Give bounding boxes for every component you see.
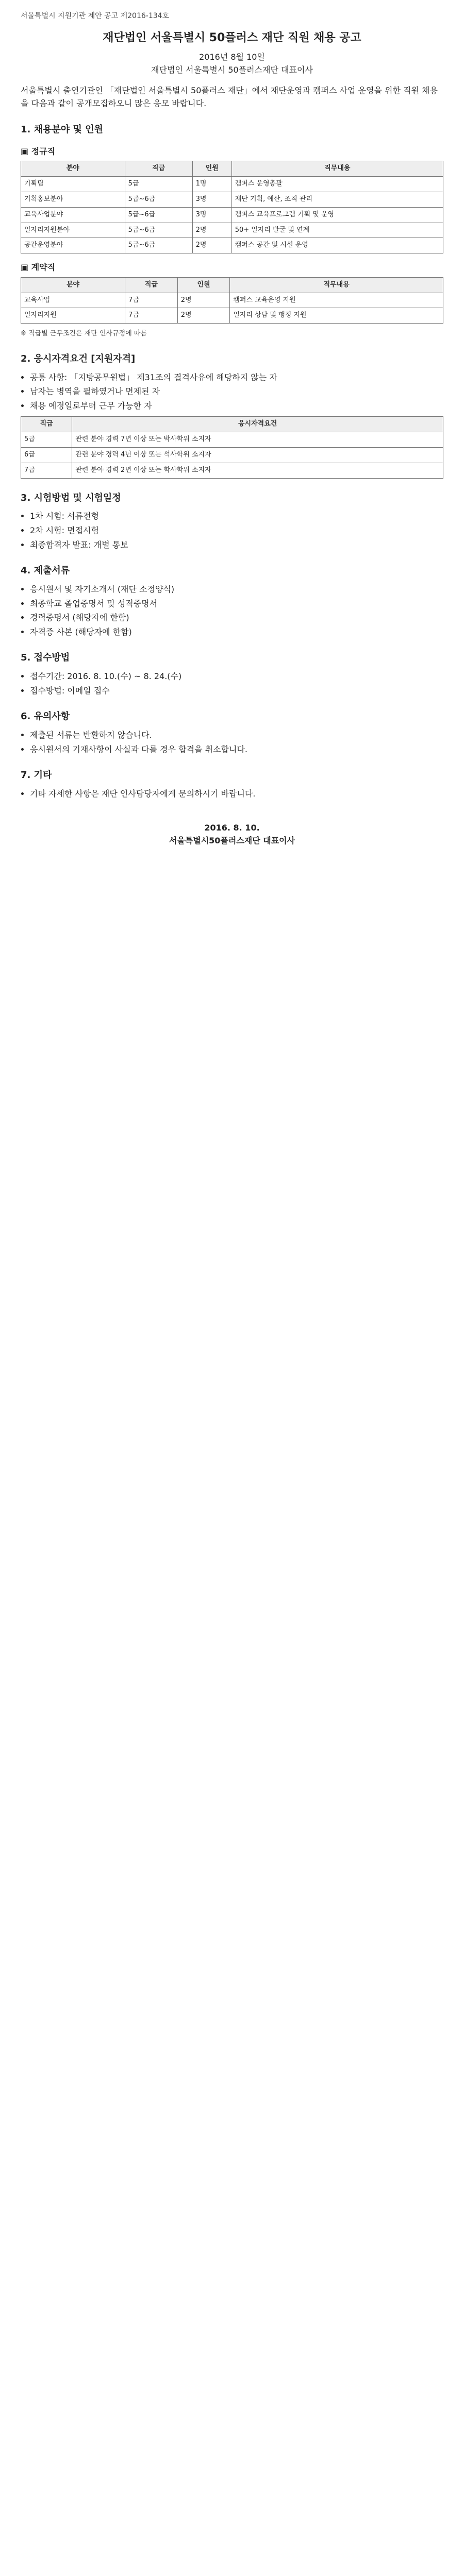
section3-heading: 3. 시험방법 및 시험일정 xyxy=(21,492,121,503)
table-row xyxy=(21,177,443,192)
section1-heading: 1. 채용분야 및 인원 xyxy=(21,124,103,135)
cell: 캠퍼스 교육프로그램 기획 및 운영 xyxy=(231,207,443,223)
table-row xyxy=(21,432,443,448)
cell: 5급 xyxy=(125,177,192,192)
section1-note: ※ 직급별 근무조건은 재단 인사규정에 따름 xyxy=(21,330,147,338)
page-title: 재단법인 서울특별시 50플러스 재단 직원 채용 공고 xyxy=(103,31,361,45)
col-requirement: 응시자격요건 xyxy=(72,417,443,432)
list-item: • 2차 시험: 면접시험 xyxy=(30,524,443,537)
intro-text: 서울특별시 출연기관인 「재단법인 서울특별시 50플러스 재단」에서 재단운영과 캠퍼스 사업 운영을 위한 직원 채용을 다음과 같이 공개모집하오니 많은 응모 바랍니다. xyxy=(21,85,438,109)
col-grade: 직급 xyxy=(125,161,192,177)
col-field: 분야 xyxy=(21,161,125,177)
list-item: • 최종학교 졸업증명서 및 성적증명서 xyxy=(30,597,443,611)
list-item: • 제출된 서류는 반환하지 않습니다. xyxy=(30,728,443,742)
table-row xyxy=(21,192,443,207)
cell: 재단 기획, 예산, 조직 관리 xyxy=(231,192,443,207)
cell: 5급~6급 xyxy=(125,192,192,207)
table-regular xyxy=(21,161,443,253)
table-row xyxy=(21,308,443,324)
section1-sub1: ▣ 정규직 xyxy=(21,146,56,156)
cell: 1명 xyxy=(192,177,231,192)
cell: 50+ 일자리 발굴 및 연계 xyxy=(231,223,443,238)
cell: 일자리지원분야 xyxy=(21,223,125,238)
header-org: 재단법인 서울특별시 50플러스재단 대표이사 xyxy=(151,65,313,75)
cell: 캠퍼스 공간 및 시설 운영 xyxy=(231,238,443,253)
list-item: • 1차 시험: 서류전형 xyxy=(30,510,443,523)
section4-list xyxy=(30,583,443,638)
list-item: • 채용 예정일로부터 근무 가능한 자 xyxy=(30,399,443,413)
col-duty: 직무내용 xyxy=(231,161,443,177)
col-duty: 직무내용 xyxy=(230,277,443,293)
list-item: • 접수기간: 2016. 8. 10.(수) ~ 8. 24.(수) xyxy=(30,670,443,683)
cell: 7급 xyxy=(125,293,178,308)
list-item: • 응시원서 및 자기소개서 (재단 소정양식) xyxy=(30,583,443,596)
cell: 기획팀 xyxy=(21,177,125,192)
footer-org: 서울특별시50플러스재단 대표이사 xyxy=(169,836,295,846)
table-qualification xyxy=(21,416,443,478)
cell: 2명 xyxy=(192,238,231,253)
cell: 2명 xyxy=(177,293,230,308)
section2-list xyxy=(30,371,443,413)
table-row xyxy=(21,207,443,223)
cell: 5급 xyxy=(21,432,72,448)
cell: 교육사업 xyxy=(21,293,125,308)
cell: 관련 분야 경력 4년 이상 또는 석사학위 소지자 xyxy=(72,448,443,463)
list-item: • 자격증 사본 (해당자에 한함) xyxy=(30,625,443,639)
section5-list xyxy=(30,670,443,697)
cell: 2명 xyxy=(177,308,230,324)
cell: 일자리지원 xyxy=(21,308,125,324)
section6-list xyxy=(30,728,443,756)
section3-list xyxy=(30,510,443,551)
section4-heading: 4. 제출서류 xyxy=(21,565,70,577)
section5-heading: 5. 접수방법 xyxy=(21,652,70,664)
section7-list xyxy=(30,787,443,801)
cell: 캠퍼스 교육운영 지원 xyxy=(230,293,443,308)
table-row xyxy=(21,238,443,253)
table-row xyxy=(21,463,443,478)
header-date: 2016년 8월 10일 xyxy=(199,52,265,62)
table-row xyxy=(21,448,443,463)
cell: 관련 분야 경력 2년 이상 또는 학사학위 소지자 xyxy=(72,463,443,478)
col-count: 인원 xyxy=(192,161,231,177)
section2-heading: 2. 응시자격요건 [지원자격] xyxy=(21,353,136,364)
cell: 공간운영분야 xyxy=(21,238,125,253)
col-grade: 직급 xyxy=(21,417,72,432)
table-row xyxy=(21,293,443,308)
header-line: 서울특별시 지원기관 제안 공고 제2016-134호 xyxy=(21,12,170,20)
footer-date: 2016. 8. 10. xyxy=(204,822,260,833)
cell: 교육사업분야 xyxy=(21,207,125,223)
cell: 7급 xyxy=(21,463,72,478)
cell: 5급~6급 xyxy=(125,238,192,253)
cell: 일자리 상담 및 행정 지원 xyxy=(230,308,443,324)
list-item: • 남자는 병역을 필하였거나 면제된 자 xyxy=(30,385,443,398)
cell: 3명 xyxy=(192,192,231,207)
table-contract xyxy=(21,277,443,324)
page xyxy=(0,0,464,858)
list-item: • 기타 자세한 사항은 재단 인사담당자에게 문의하시기 바랍니다. xyxy=(30,787,443,801)
cell: 2명 xyxy=(192,223,231,238)
section6-heading: 6. 유의사항 xyxy=(21,711,70,722)
list-item: • 응시원서의 기재사항이 사실과 다를 경우 합격을 취소합니다. xyxy=(30,743,443,756)
table-row xyxy=(21,223,443,238)
cell: 7급 xyxy=(125,308,178,324)
section1-sub2: ▣ 계약직 xyxy=(21,262,56,273)
list-item: • 최종합격자 발표: 개별 통보 xyxy=(30,538,443,552)
cell: 3명 xyxy=(192,207,231,223)
list-item: • 접수방법: 이메일 접수 xyxy=(30,684,443,698)
cell: 기획홍보분야 xyxy=(21,192,125,207)
cell: 6급 xyxy=(21,448,72,463)
section7-heading: 7. 기타 xyxy=(21,770,52,781)
cell: 5급~6급 xyxy=(125,207,192,223)
cell: 관련 분야 경력 7년 이상 또는 박사학위 소지자 xyxy=(72,432,443,448)
cell: 캠퍼스 운영총괄 xyxy=(231,177,443,192)
col-grade: 직급 xyxy=(125,277,178,293)
list-item: • 공통 사항: 「지방공무원법」 제31조의 결격사유에 해당하지 않는 자 xyxy=(30,371,443,384)
col-count: 인원 xyxy=(177,277,230,293)
list-item: • 경력증명서 (해당자에 한함) xyxy=(30,611,443,624)
footer xyxy=(21,821,443,848)
cell: 5급~6급 xyxy=(125,223,192,238)
col-field: 분야 xyxy=(21,277,125,293)
